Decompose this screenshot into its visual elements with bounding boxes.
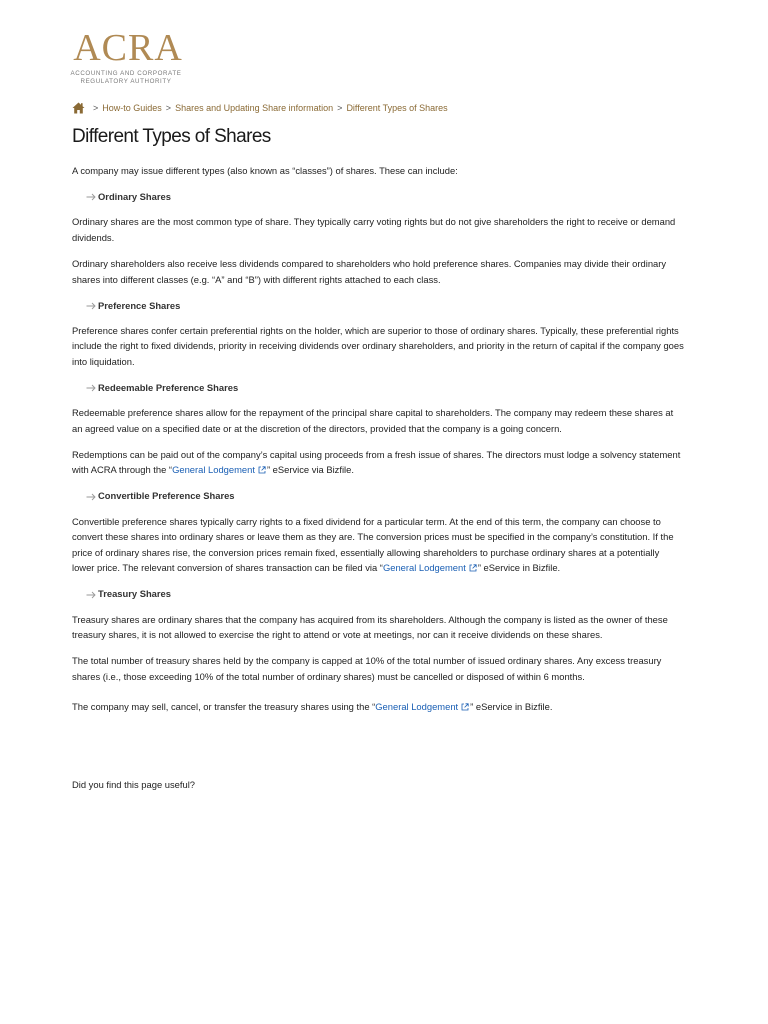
treasury-p3-text-before: The company may sell, cancel, or transfer the treasury shares using the “ [72,701,376,713]
logo-subtitle-line2: REGULATORY AUTHORITY [80,78,172,85]
external-link-icon[interactable] [461,700,469,708]
breadcrumb-current-page[interactable]: Different Types of Shares [346,103,448,113]
general-lodgement-link[interactable]: General Lodgement [382,562,466,574]
breadcrumb-separator: > [93,103,99,113]
feedback-question: Did you find this page useful? [72,779,195,790]
arrow-right-icon [86,590,96,598]
section-heading-treasury [86,587,684,601]
redeemable-paragraph-1: Redeemable preference shares allow for the repayment of the principal share capital to shareholders. The company may redeem these shares at an agreed value on a specified date or at the discretion of the directors, provided that the company is a going concern. [72,407,674,434]
general-lodgement-link[interactable]: General Lodgement [375,701,459,713]
external-link-icon[interactable] [258,463,266,471]
arrow-right-icon [86,301,96,309]
main-content [72,163,684,726]
redeemable-paragraph-2 [72,447,684,478]
treasury-paragraph-3 [72,699,684,714]
section-heading-convertible [86,489,684,503]
intro-text: A company may issue different types (also known as “classes”) of shares. These can include: [72,165,458,176]
preference-paragraph-1: Preference shares confer certain preferential rights on the holder, which are superior to those of ordinary shares. Typically, these preferential rights include the right to fixed dividends, priority in receiving dividends over ordinary shareholders, and priority in the return of capital if the company goes into liquidation. [72,325,684,367]
logo-subtitle-line1: ACCOUNTING AND CORPORATE [70,70,182,77]
section-heading-label: Convertible Preference Shares [98,490,235,502]
arrow-right-icon [86,192,96,200]
convertible-p1-text-after: ” eService in Bizfile. [477,562,561,574]
arrow-right-icon [86,492,96,500]
section-heading-redeemable [86,380,684,394]
section-heading-label: Redeemable Preference Shares [98,381,239,393]
section-heading-label: Treasury Shares [98,588,171,599]
section-heading-label: Preference Shares [98,299,181,311]
general-lodgement-link[interactable]: General Lodgement [172,464,255,476]
section-heading-ordinary [86,189,684,203]
treasury-paragraph-1: Treasury shares are ordinary shares that the company has acquired from its shareholders. Although the company is listed as the owner of these treasury shares, it is not allowed to exercise the right to attend or vote at meetings, nor can it receive dividends on these shares. [72,613,668,640]
page-title: Different Types of Shares [72,126,271,147]
breadcrumb-how-to-guides[interactable]: How-to Guides [102,103,162,113]
acra-logo[interactable] [64,28,190,88]
breadcrumb-separator: > [337,103,343,113]
convertible-paragraph-1 [72,514,684,576]
redeemable-p2-text-before: Redemptions can be paid out of the company’s capital using proceeds from a fresh issue of shares. The directors must lodge a solvency statement with ACRA through the “ [72,449,681,476]
breadcrumb [72,101,448,115]
treasury-paragraph-2: The total number of treasury shares held by the company is capped at 10% of the total number of issued ordinary shares. Any excess treasury shares (i.e., those exceeding 10% of the total number of ordinary shares) must be cancelled or disposed of within 6 months. [72,655,662,682]
ordinary-paragraph-2: Ordinary shareholders also receive less dividends compared to shareholders who hold preference shares. Companies may divide their ordinary shares into different classes (e.g. “A” and “B”) with different rights attached to each class. [72,258,667,285]
section-heading-preference [86,298,684,312]
arrow-right-icon [86,383,96,391]
logo-wordmark: ACRA [73,27,183,69]
treasury-p3-text-after: ” eService in Bizfile. [470,701,553,713]
convertible-p1-text-before: Convertible preference shares typically carry rights to a fixed dividend for a particular term. At the end of this term, the company can choose to convert these shares into ordinary shares or leave them as they are. The conversion prices must be specified in the company’s constitution. If the price of ordinary shares rise, the conversion prices remain fixed, essentially allowing shareholders to purchase ordinary shares at a potentially lower price. The relevant conversion of shares transaction can be filed via “ [72,515,674,574]
external-link-icon[interactable] [469,561,477,569]
ordinary-paragraph-1: Ordinary shares are the most common type of share. They typically carry voting rights but do not give shareholders the right to receive or demand dividends. [72,216,676,243]
home-icon[interactable] [72,102,85,114]
breadcrumb-separator: > [165,103,172,113]
redeemable-p2-text-after: ” eService via Bizfile. [266,464,354,476]
breadcrumb-shares-updating[interactable]: Shares and Updating Share information [175,103,334,113]
section-heading-label: Ordinary Shares [98,190,171,202]
